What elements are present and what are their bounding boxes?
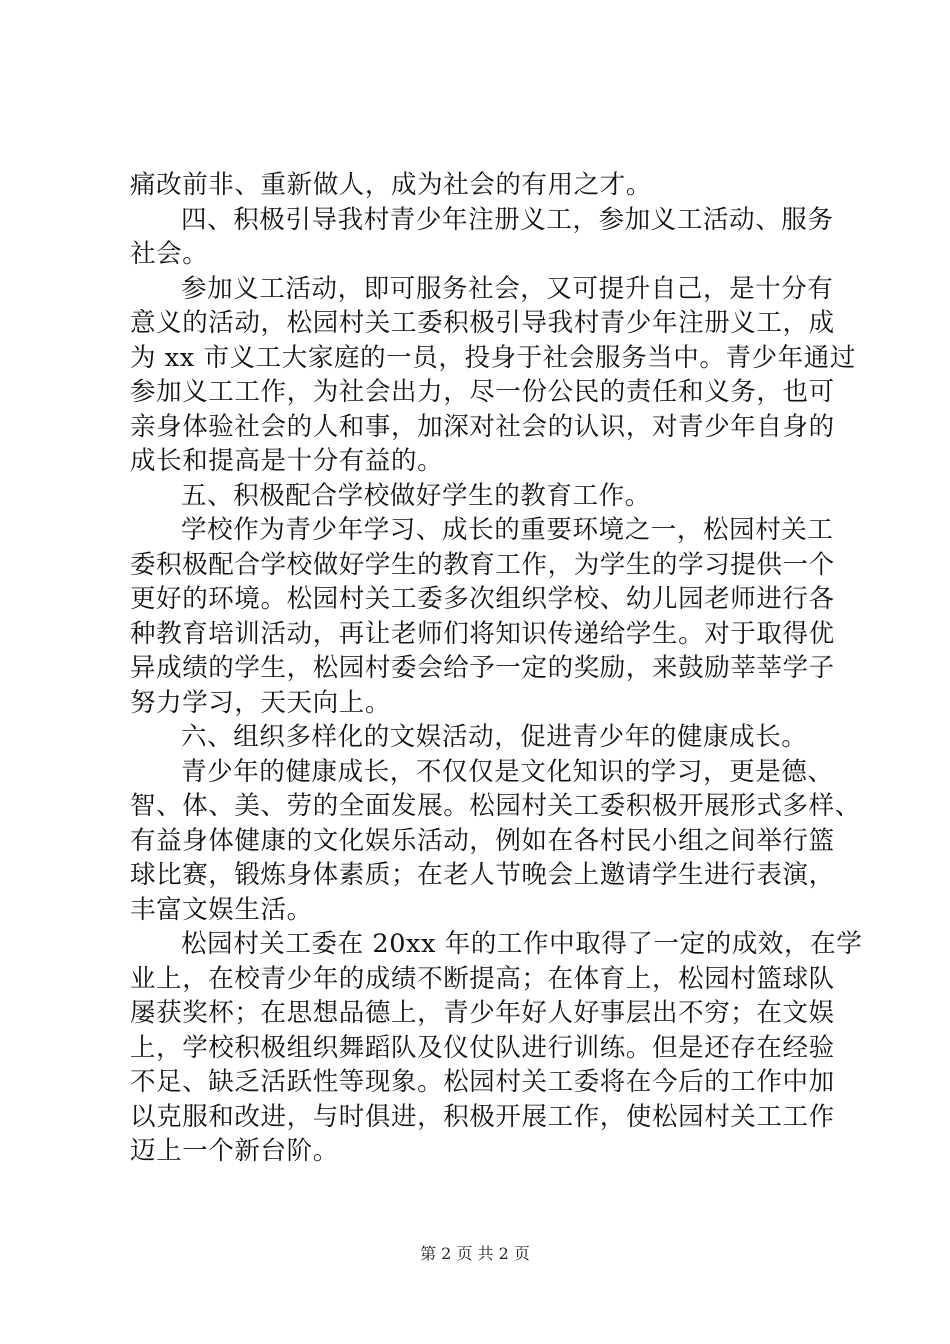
body-line: 更好的环境。松园村关工委多次组织学校、幼儿园老师进行各 xyxy=(130,584,835,614)
body-line: 屡获奖杯；在思想品德上，青少年好人好事层出不穷；在文娱 xyxy=(130,998,835,1028)
body-line: 为 xx 市义工大家庭的一员，投身于社会服务当中。青少年通过 xyxy=(130,342,856,373)
body-line: 球比赛，锻炼身体素质；在老人节晚会上邀请学生进行表演， xyxy=(130,860,835,890)
body-line: 参加义工工作，为社会出力，尽一份公民的责任和义务，也可 xyxy=(130,377,835,407)
page-number-footer: 第 2 页 共 2 页 xyxy=(420,1244,530,1263)
body-line: 业上，在校青少年的成绩不断提高；在体育上，松园村篮球队 xyxy=(130,963,835,994)
body-line: 上，学校积极组织舞蹈队及仪仗队进行训练。但是还存在经验 xyxy=(130,1032,835,1063)
body-line: 成长和提高是十分有益的。 xyxy=(130,446,444,476)
body-line: 智、体、美、劳的全面发展。松园村关工委积极开展形式多样、 xyxy=(130,791,861,821)
body-line: 努力学习，天天向上。 xyxy=(130,687,392,718)
body-line: 松园村关工委在 20xx 年的工作中取得了一定的成效，在学 xyxy=(181,929,863,959)
section-heading-4: 四、积极引导我村青少年注册义工，参加义工活动、服务 xyxy=(181,204,834,235)
body-line: 社会。 xyxy=(130,239,209,269)
body-line: 异成绩的学生，松园村委会给予一定的奖励，来鼓励莘莘学子 xyxy=(130,653,835,683)
section-heading-5: 五、积极配合学校做好学生的教育工作。 xyxy=(181,480,651,511)
body-line: 学校作为青少年学习、成长的重要环境之一，松园村关工 xyxy=(181,515,834,545)
body-line: 丰富文娱生活。 xyxy=(130,894,313,925)
body-line: 参加义工活动，即可服务社会，又可提升自己，是十分有 xyxy=(181,273,834,304)
document-body xyxy=(130,168,863,1169)
body-line: 痛改前非、重新做人，成为社会的有用之才。 xyxy=(130,170,653,200)
body-line: 亲身体验社会的人和事，加深对社会的认识，对青少年自身的 xyxy=(130,411,835,442)
body-line: 意义的活动，松园村关工委积极引导我村青少年注册义工，成 xyxy=(130,308,835,338)
body-line: 青少年的健康成长，不仅仅是文化知识的学习，更是德、 xyxy=(181,756,834,787)
body-line: 委积极配合学校做好学生的教育工作，为学生的学习提供一个 xyxy=(130,549,835,580)
body-line: 有益身体健康的文化娱乐活动，例如在各村民小组之间举行篮 xyxy=(130,825,835,856)
body-line: 种教育培训活动，再让老师们将知识传递给学生。对于取得优 xyxy=(130,618,835,649)
section-heading-6: 六、组织多样化的文娱活动，促进青少年的健康成长。 xyxy=(181,722,808,752)
body-line: 不足、缺乏活跃性等现象。松园村关工委将在今后的工作中加 xyxy=(130,1067,835,1097)
body-line: 迈上一个新台阶。 xyxy=(130,1136,339,1166)
body-line: 以克服和改进，与时俱进，积极开展工作，使松园村关工工作 xyxy=(130,1101,835,1132)
